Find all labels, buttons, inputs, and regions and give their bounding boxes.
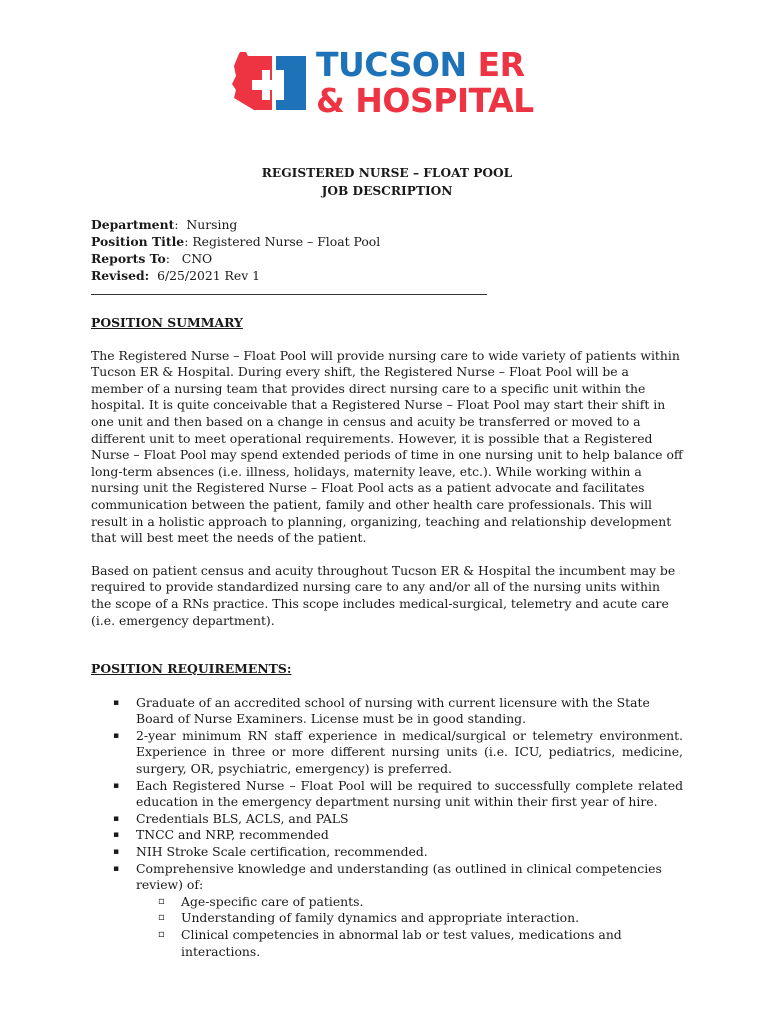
meta-department: Department: Nursing bbox=[91, 217, 238, 232]
document-body bbox=[91, 164, 683, 960]
meta-reports-to: Reports To: CNO bbox=[91, 251, 213, 266]
sub-list-item: ▫ Clinical competencies in abnormal lab or test values, medications and interactions. bbox=[158, 927, 622, 959]
list-item: ▪ 2-year minimum RN staff experience in medical/surgical or telemetry environment. Experience in three or more different nursing units (i.e. ICU, pediatrics, medicine, surgery, OR, psychiatric, emergency) is preferred. bbox=[113, 727, 683, 777]
sub-list-item: ▫ Age-specific care of patients. bbox=[158, 893, 364, 909]
logo-text-tucson: TUCSON bbox=[316, 45, 467, 84]
sub-list-item: ▫ Understanding of family dynamics and appropriate interaction. bbox=[158, 910, 580, 926]
logo-text-hospital: & HOSPITAL bbox=[316, 81, 534, 120]
meta-position-title: Position Title: Registered Nurse – Float Pool bbox=[91, 234, 381, 249]
list-item: ▪ Credentials BLS, ACLS, and PALS bbox=[113, 810, 349, 826]
document-subtitle: JOB DESCRIPTION bbox=[321, 184, 453, 198]
requirements-list bbox=[91, 695, 683, 961]
requirements-heading: POSITION REQUIREMENTS: bbox=[91, 661, 292, 677]
logo-text-er: ER bbox=[477, 45, 525, 84]
competency-sublist bbox=[136, 894, 683, 960]
list-item: ▪ NIH Stroke Scale certification, recommended. bbox=[113, 844, 428, 860]
job-meta bbox=[91, 216, 683, 284]
summary-paragraph-2: Based on patient census and acuity throughout Tucson ER & Hospital the incumbent may be required to provide standardized nursing care to any and/or all of the nursing units within the scope of a RNs practice. This scope includes medical-surgical, telemetry and acute care (i.e. emergency department). bbox=[91, 562, 676, 628]
list-item: ▪ Graduate of an accredited school of nursing with current licensure with the State Board of Nurse Examiners. License must be in good standing. bbox=[113, 694, 650, 727]
horizontal-divider bbox=[91, 294, 487, 295]
document-title-block bbox=[91, 164, 683, 200]
list-item: ▪ Comprehensive knowledge and understanding (as outlined in clinical competencies review) of: ▫ Age-specific care of patients. ▫ Understanding of family dynamics and appropriate interaction. ▫ Clinical competencies in abnormal lab or test values, medications and interactions. bbox=[91, 861, 683, 961]
arizona-cross-logo-icon bbox=[232, 50, 312, 116]
summary-heading: POSITION SUMMARY bbox=[91, 315, 243, 330]
list-item: ▪ Each Registered Nurse – Float Pool will be required to successfully complete related education in the emergency department nursing unit within their first year of hire. bbox=[113, 777, 683, 810]
company-logo bbox=[232, 45, 552, 122]
meta-revised: Revised: 6/25/2021 Rev 1 bbox=[91, 268, 261, 283]
document-title: REGISTERED NURSE – FLOAT POOL bbox=[261, 166, 513, 180]
list-item: ▪ TNCC and NRP, recommended bbox=[113, 827, 329, 843]
summary-paragraph-1: The Registered Nurse – Float Pool will provide nursing care to wide variety of patients within Tucson ER & Hospital. During every shift, the Registered Nurse – Float Pool will be a member of a nursing team that provides direct nursing care to a specific unit within the hospital. It is quite conceivable that a Registered Nurse – Float Pool may start their shift in one unit and then based on a change in census and acuity be transferred or moved to a different unit to meet operational requirements. However, it is possible that a Registered Nurse – Float Pool may spend extended periods of time in one nursing unit to help balance off long-term absences (i.e. illness, holidays, maternity leave, etc.). While working within a nursing unit the Registered Nurse – Float Pool acts as a patient advocate and facilitates communication between the patient, family and other health care professionals. This will result in a holistic approach to planning, organizing, teaching and relationship development that will best meet the needs of the patient. bbox=[91, 347, 683, 546]
